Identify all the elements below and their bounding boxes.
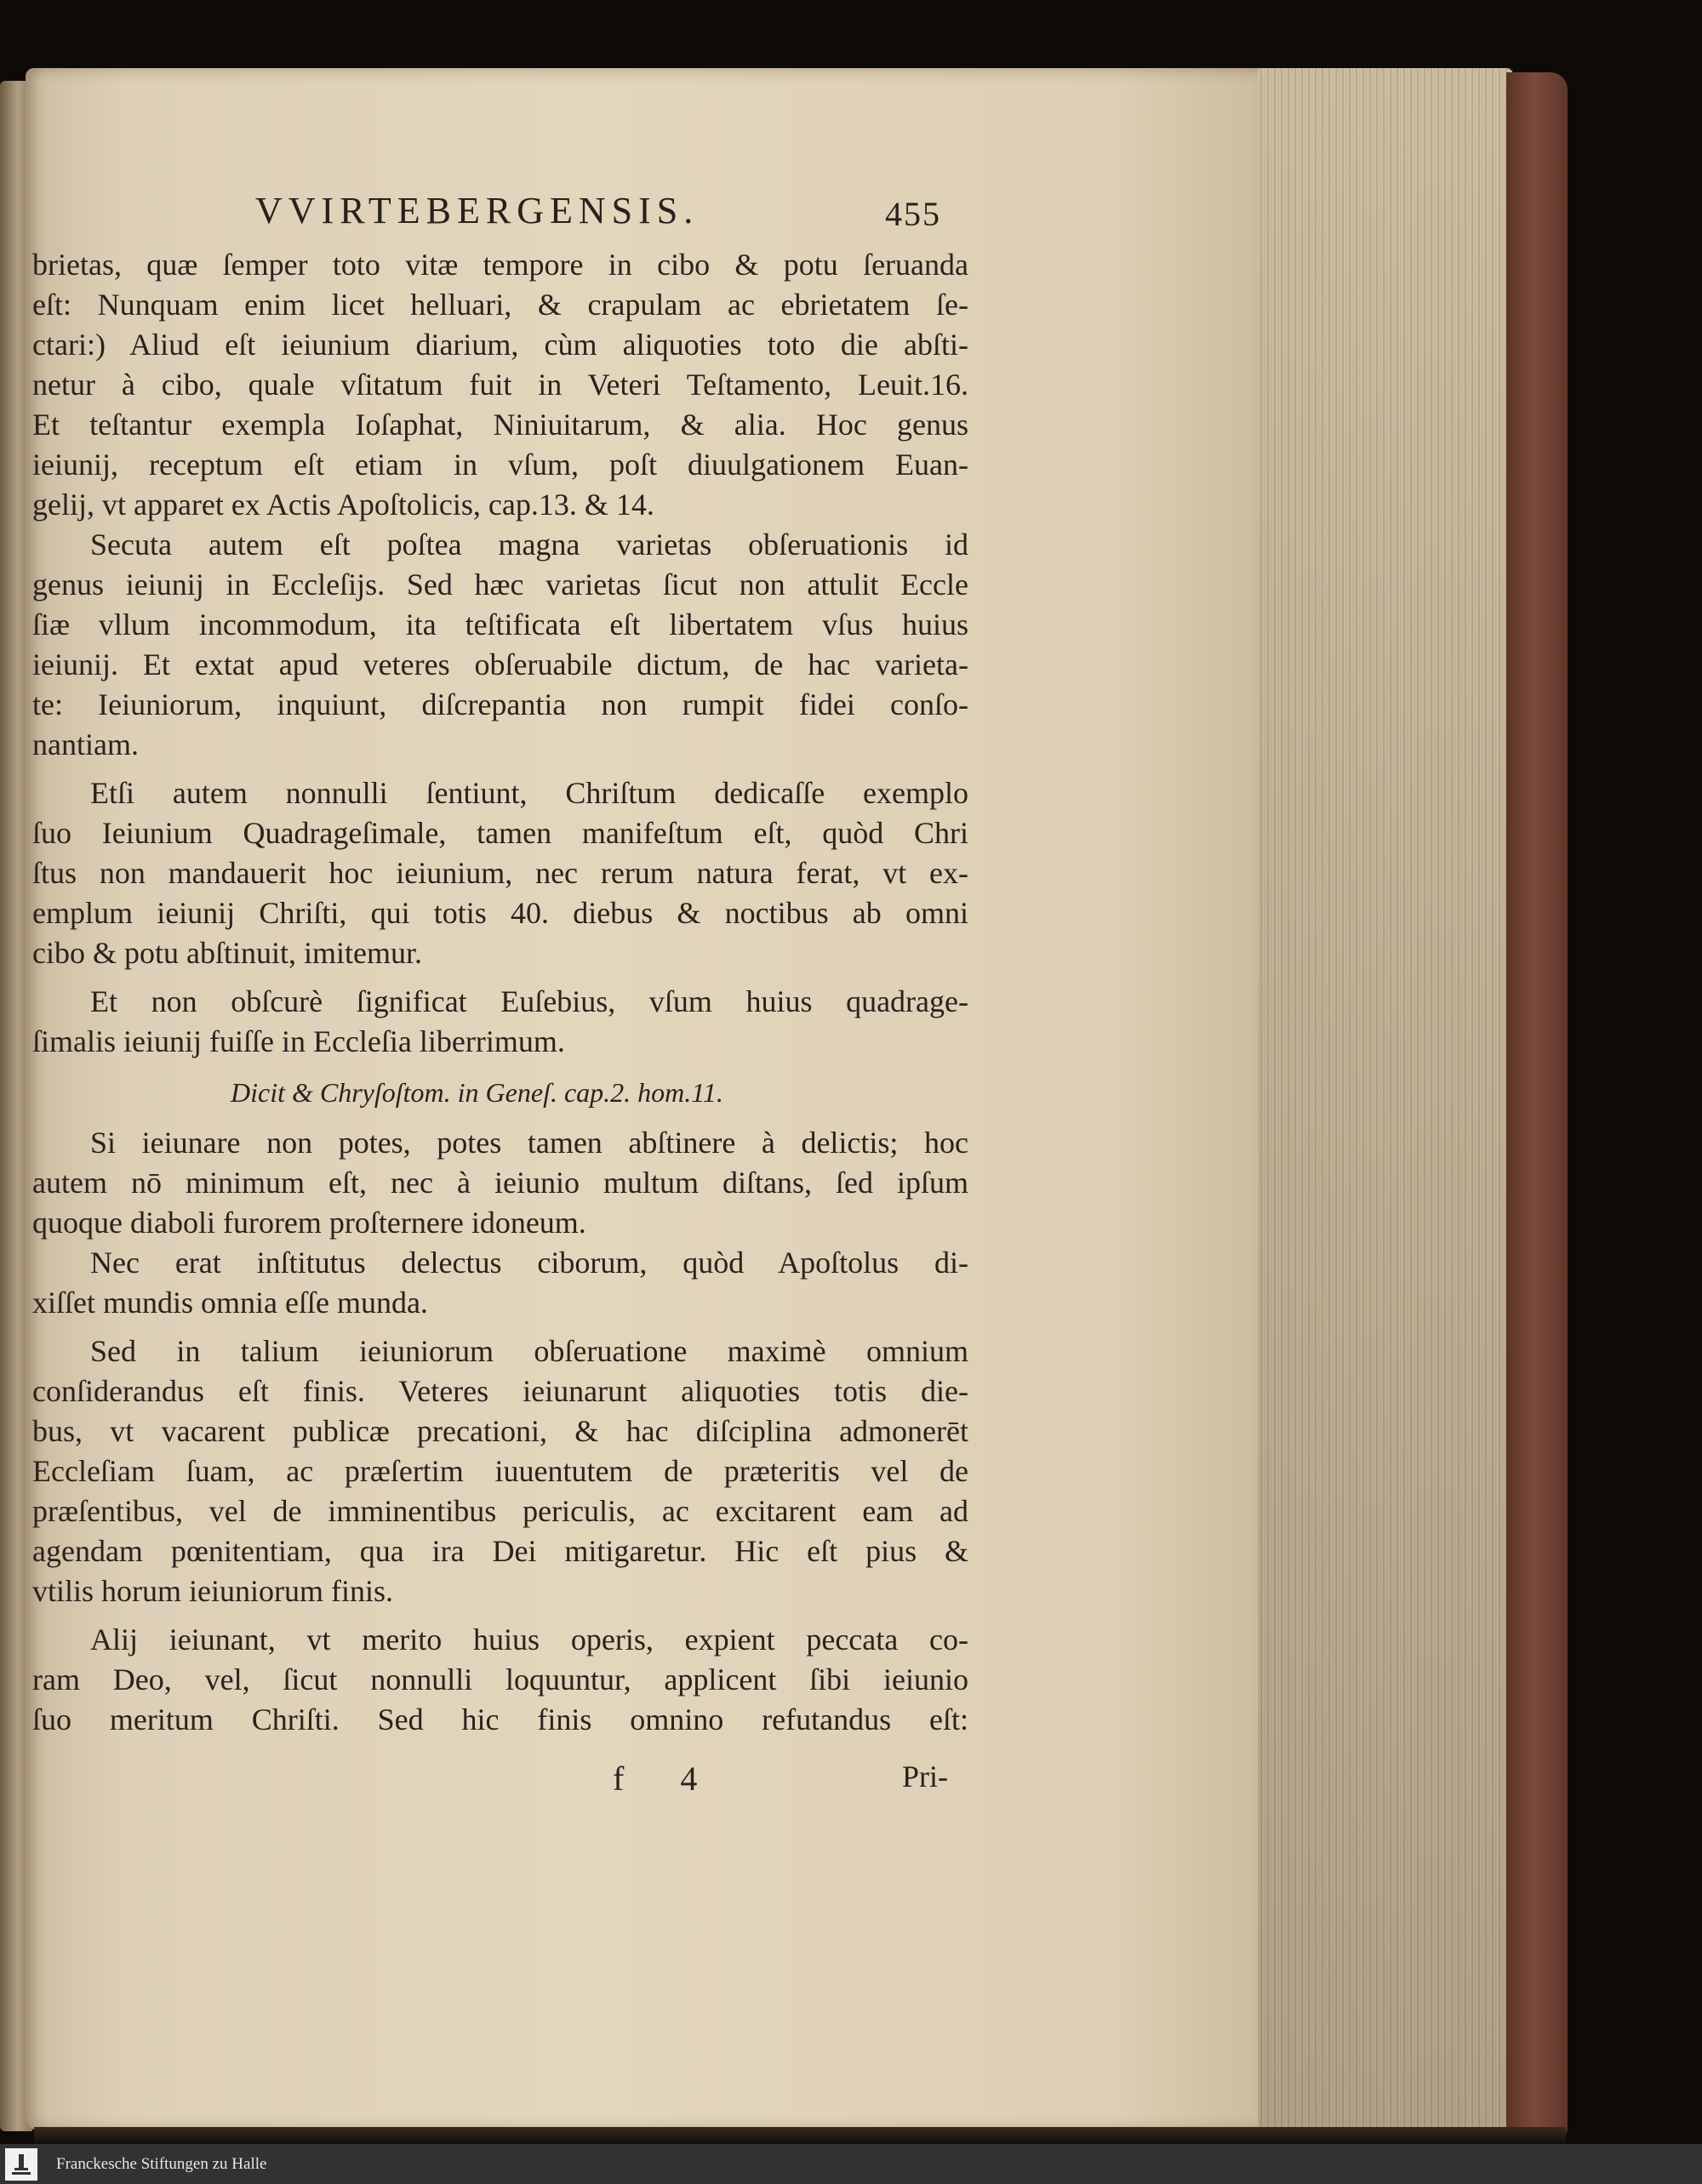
institution-logo-icon <box>5 2148 37 2181</box>
text-line: quoque diaboli furorem proſternere idoneum. <box>32 1206 586 1240</box>
text-line: Etſi autem nonnulli ſentiunt, Chriſtum dedicaſſe exemplo <box>90 776 968 810</box>
text-line: emplum ieiunij Chriſti, qui totis 40. diebus & noctibus ab omni <box>32 896 968 930</box>
text-line: ram Deo, vel, ſicut nonnulli loquuntur, applicent ſibi ieiunio <box>32 1662 968 1696</box>
institution-name: Franckesche Stiftungen zu Halle <box>56 2154 267 2173</box>
text-line: netur à cibo, quale vſitatum fuit in Veteri Teſtamento, Leuit.16. <box>32 368 968 402</box>
text-line: vtilis horum ieiuniorum finis. <box>32 1574 393 1608</box>
text-line: Si ieiunare non potes, potes tamen abſtinere à delictis; hoc <box>90 1126 968 1160</box>
text-line: gelij, vt apparet ex Actis Apoſtolicis, cap.13. & 14. <box>32 488 654 522</box>
text-line: Eccleſiam ſuam, ac præſertim iuuentutem de præteritis vel de <box>32 1454 968 1488</box>
page-number: 455 <box>885 195 941 233</box>
text-line: Nec erat inſtitutus delectus ciborum, quòd Apoſtolus di- <box>90 1246 968 1280</box>
text-line: te: Ieiuniorum, inquiunt, diſcrepantia non rumpit fidei conſo- <box>32 687 968 721</box>
institution-footer-bar <box>0 2144 1702 2184</box>
book-bottom-edge <box>34 2127 1566 2144</box>
text-line: ieiunij, receptum eſt etiam in vſum, poſt diuulgationem Euan- <box>32 448 968 482</box>
text-line: Et non obſcurè ſignificat Euſebius, vſum huius quadrage- <box>90 984 968 1018</box>
text-line: nantiam. <box>32 727 139 761</box>
running-title: VVIRTEBERGENSIS. <box>255 190 700 231</box>
catchword: Pri- <box>902 1759 948 1793</box>
text-line: eſt: Nunquam enim licet helluari, & crapulam ac ebrietatem ſe- <box>32 288 968 322</box>
text-line: ſuo meritum Chriſti. Sed hic finis omnino refutandus eſt: <box>32 1702 968 1736</box>
book-cover <box>1506 72 1568 2144</box>
page-fore-edge <box>1258 68 1513 2131</box>
text-line: ſiæ vllum incommodum, ita teſtificata eſt libertatem vſus huius <box>32 607 968 642</box>
text-line: autem nō minimum eſt, nec à ieiunio multum diſtans, ſed ipſum <box>32 1166 968 1200</box>
text-line: cibo & potu abſtinuit, imitemur. <box>32 936 422 970</box>
text-line: Secuta autem eſt poſtea magna varietas obſeruationis id <box>90 527 968 562</box>
text-line: Alij ieiunant, vt merito huius operis, expient peccata co- <box>90 1622 968 1657</box>
text-line: ſuo Ieiunium Quadrageſimale, tamen manifeſtum eſt, quòd Chri <box>32 816 968 850</box>
text-line: brietas, quæ ſemper toto vitæ tempore in cibo & potu ſeruanda <box>32 248 968 282</box>
text-line: ſimalis ieiunij fuiſſe in Eccleſia liberrimum. <box>32 1024 565 1058</box>
text-line: genus ieiunij in Eccleſijs. Sed hæc varietas ſicut non attulit Eccle <box>32 567 968 602</box>
text-line: Et teſtantur exempla Ioſaphat, Niniuitarum, & alia. Hoc genus <box>32 408 968 442</box>
text-line: xiſſet mundis omnia eſſe munda. <box>32 1286 428 1320</box>
body-text <box>32 245 968 1740</box>
text-line: ieiunij. Et extat apud veteres obſeruabile dictum, de hac varieta- <box>32 647 968 681</box>
signature-mark: f 4 <box>613 1759 722 1798</box>
text-line: conſiderandus eſt finis. Veteres ieiunarunt aliquoties totis die- <box>32 1374 968 1408</box>
text-line: Sed in talium ieiuniorum obſeruatione maximè omnium <box>90 1334 968 1368</box>
text-line: præſentibus, vel de imminentibus periculis, ac excitarent eam ad <box>32 1494 968 1528</box>
text-line: ſtus non mandauerit hoc ieiunium, nec rerum natura ferat, vt ex- <box>32 856 968 890</box>
text-line: bus, vt vacarent publicæ precationi, & hac diſciplina admonerēt <box>32 1414 968 1448</box>
citation-heading: Dicit & Chryſoſtom. in Geneſ. cap.2. hom.11. <box>231 1077 723 1108</box>
text-line: agendam pœnitentiam, qua ira Dei mitigaretur. Hic eſt pius & <box>32 1534 968 1568</box>
text-line: ctari:) Aliud eſt ieiunium diarium, cùm aliquoties toto die abſti- <box>32 328 968 362</box>
